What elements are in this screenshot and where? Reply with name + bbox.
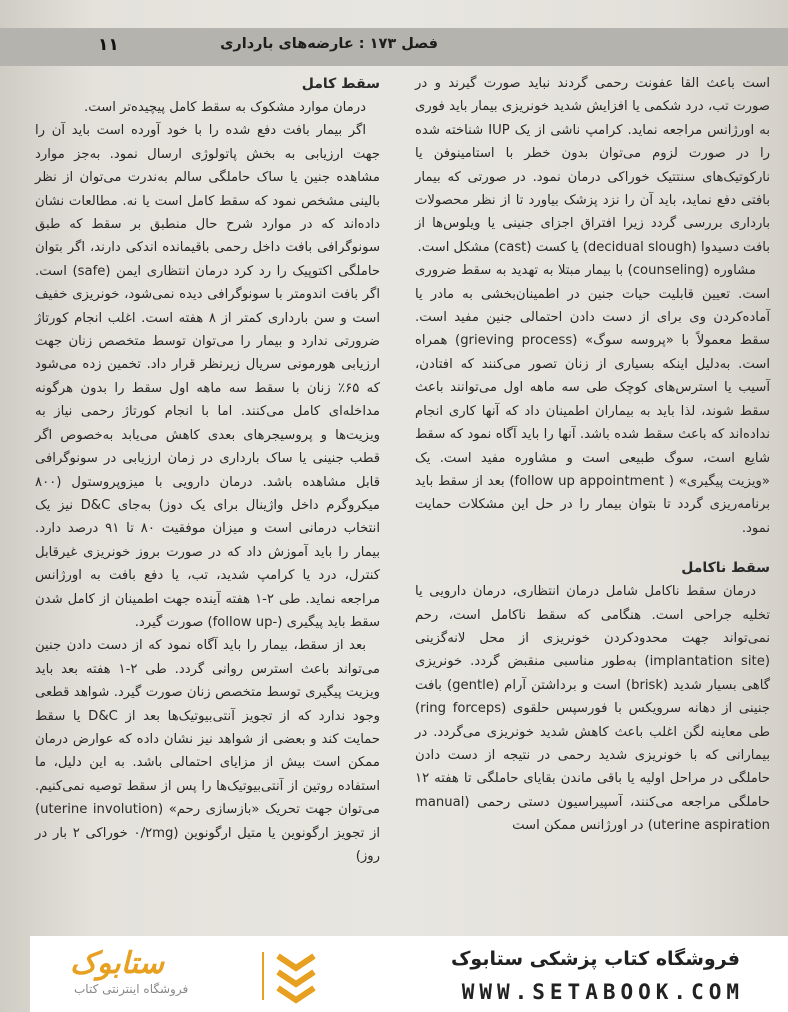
store-name: فروشگاه کتاب پزشکی ستابوک [450, 948, 740, 970]
paragraph: درمان موارد مشکوک به سقط کامل پیچیده‌تر است. [84, 100, 366, 115]
left-column [35, 72, 380, 868]
chevron-logo-icon [274, 948, 318, 1004]
paragraph: درمان سقط ناکامل شامل درمان انتظاری، درمان دارویی یا تخلیه جراحی است. هنگامی که سقط ناکامل است، رحم نمی‌تواند جهت محدودکردن خونریزی از محل لانه‌گزینی (implantation site) به‌طور مناسبی منقبض گردد. خونریزی گاهی بسیار شدید (brisk) است و برداشتن آرام (gentle) بافت جنینی از دهانه سرویکس با فورسپس حلقوی (ring forceps) طی معاینه لگن اغلب باعث کاهش شدید خونریزی می‌گردد. در بیمارانی که با خونریزی شدید رحمی در نتیجه از دست دادن حاملگی در مراحل اولیه یا باقی ماندن بقایای حاملگی تا هفته ۱۲ حاملگی مراجعه می‌کنند، آسپیراسیون دستی رحمی (manual uterine aspiration) در اورژانس ممکن است [415, 584, 771, 834]
logo-divider [262, 952, 264, 1000]
paragraph: اگر بیمار بافت دفع شده را با خود آورده است باید آن را جهت ارزیابی به بخش پاتولوژی ارسال نمود. به‌جز موارد مشاهده جنین یا ساک حاملگی سالم به‌ندرت می‌توان از نظر بالینی مشخص نمود که سقط کامل است یا نه. مطالعات نشان داده‌اند که در موارد شرح حال منطبق بر سقط که طبق سونوگرافی بافت داخل رحمی باقیمانده اندکی دارند، اگر بتوان حاملگی اکتوپیک را رد کرد درمان انتظاری ایمن (safe) است. اگر بافت اندومتر با سونوگرافی دیده نمی‌شود، خونریزی خفیف است و سن بارداری کمتر از ۸ هفته است. اغلب انجام کورتاژ ضرورتی ندارد و بیمار را می‌توان توسط متخصص زنان جهت ارزیابی هورمونی سریال زیرنظر قرار داد. تخمین زده می‌شود که ۶۵٪ زنان با سقط سه ماهه اول سقط را بدون هرگونه مداخله‌ای کامل می‌کنند. اما با انجام کورتاژ رحمی نیاز به ویزیت‌ها و پروسیجرهای بعدی کاهش می‌یابد به‌خصوص اگر قطب جنینی یا ساک بارداری در زمان ارزیابی در سونوگرافی قابل مشاهده باشد. درمان دارویی با میزوپروستول (۸۰۰ میکروگرم داخل واژینال برای یک دوز) به‌جای D&C نیز یک انتخاب درمانی است و میزان موفقیت ۸۰ تا ۹۱ درصد دارد. بیمار را باید آموزش داد که در صورت بروز خونریزی غیرقابل کنترل، درد یا کرامپ شدید، تب، یا دفع بافت به اورژانس مراجعه نماید. طی ۲-۱ هفته آینده جهت اطمینان از کامل شدن سقط باید پیگیری (-follow up) صورت گیرد. [35, 123, 381, 630]
setabook-logo [70, 944, 320, 1004]
section-heading-incomplete-abortion: سقط ناکامل [681, 560, 770, 577]
paragraph: مشاوره (counseling) با بیمار مبتلا به تهدید به سقط ضروری است. تعیین قابلیت حیات جنین در اطمینان‌بخشی به مادر یا آماده‌کردن وی برای از دست دادن احتمالی جنین مفید است. سقط معمولاً با «پروسه سوگ» (grieving process) همراه است. به‌دلیل اینکه بسیاری از زنان تصور می‌کنند که افتادن، آسیب یا استرس‌های کوچک طی سه ماهه اول می‌توانند باعث سقط شوند، لذا باید به بیماران اطمینان داد که آنها کاری انجام نداده‌اند که باعث سقط شده باشد. آنها را باید آگاه نمود که سقط شایع است، سوگ طبیعی است و مشاوره مفید است. یک «ویزیت پیگیری» ( follow up appointment) بعد از سقط باید برنامه‌ریزی گردد تا بتوان بیمار را در حل این مشکلات حمایت نمود. [415, 263, 771, 536]
page-header [0, 28, 788, 66]
paragraph: است باعث القا عفونت رحمی گردند نباید صورت گیرند و در صورت تب، درد شکمی یا افزایش شدید خونریزی بیمار باید فوری به اورژانس مراجعه نماید. کرامپ ناشی از یک IUP شناخته شده را در صورت لزوم می‌توان بدون خطر با استامینوفن یا نارکوتیک‌های سنتتیک خوراکی درمان نمود. در صورتی که بیمار بافتی دفع نماید، باید آن را نزد پزشک بیاورد تا از نظر محصولات بارداری بررسی گردد زیرا افتراق اجزای جنینی یا ویلوس‌ها از بافت دسیدوا (decidual slough) یا کست (cast) مشکل است. [415, 76, 770, 255]
chapter-title: فصل ۱۷۳ : عارضه‌های بارداری [220, 36, 438, 52]
store-watermark-banner [30, 936, 788, 1012]
right-column [415, 72, 770, 838]
logo-wordmark: ستابوک [70, 946, 165, 981]
store-url[interactable]: WWW.SETABOOK.COM [461, 980, 744, 1004]
section-heading-complete-abortion: سقط کامل [301, 76, 380, 92]
paragraph: بعد از سقط، بیمار را باید آگاه نمود که از دست دادن جنین می‌تواند باعث استرس روانی گردد. طی ۲-۱ هفته بعد باید ویزیت پیگیری توسط متخصص زنان صورت گیرد. شواهد قطعی وجود ندارد که از تجویز آنتی‌بیوتیک‌ها بعد از D&C یا سقط حمایت کند و بعضی از شواهد نیز نشان داده که عوارض درمان ممکن است بیش از مزایای احتمالی باشد. به این دلیل، ما استفاده روتین از آنتی‌بیوتیک‌ها را پس از سقط توصیه نمی‌کنیم. می‌توان جهت تحریک «بازسازی رحم» (uterine involution) از تجویز ارگونوین یا متیل ارگونوین (۰/۲mg خوراکی ۲ بار در روز) [35, 638, 381, 864]
page-number: ۱۱ [98, 35, 119, 55]
logo-subtitle: فروشگاه اینترنتی کتاب [74, 982, 189, 996]
